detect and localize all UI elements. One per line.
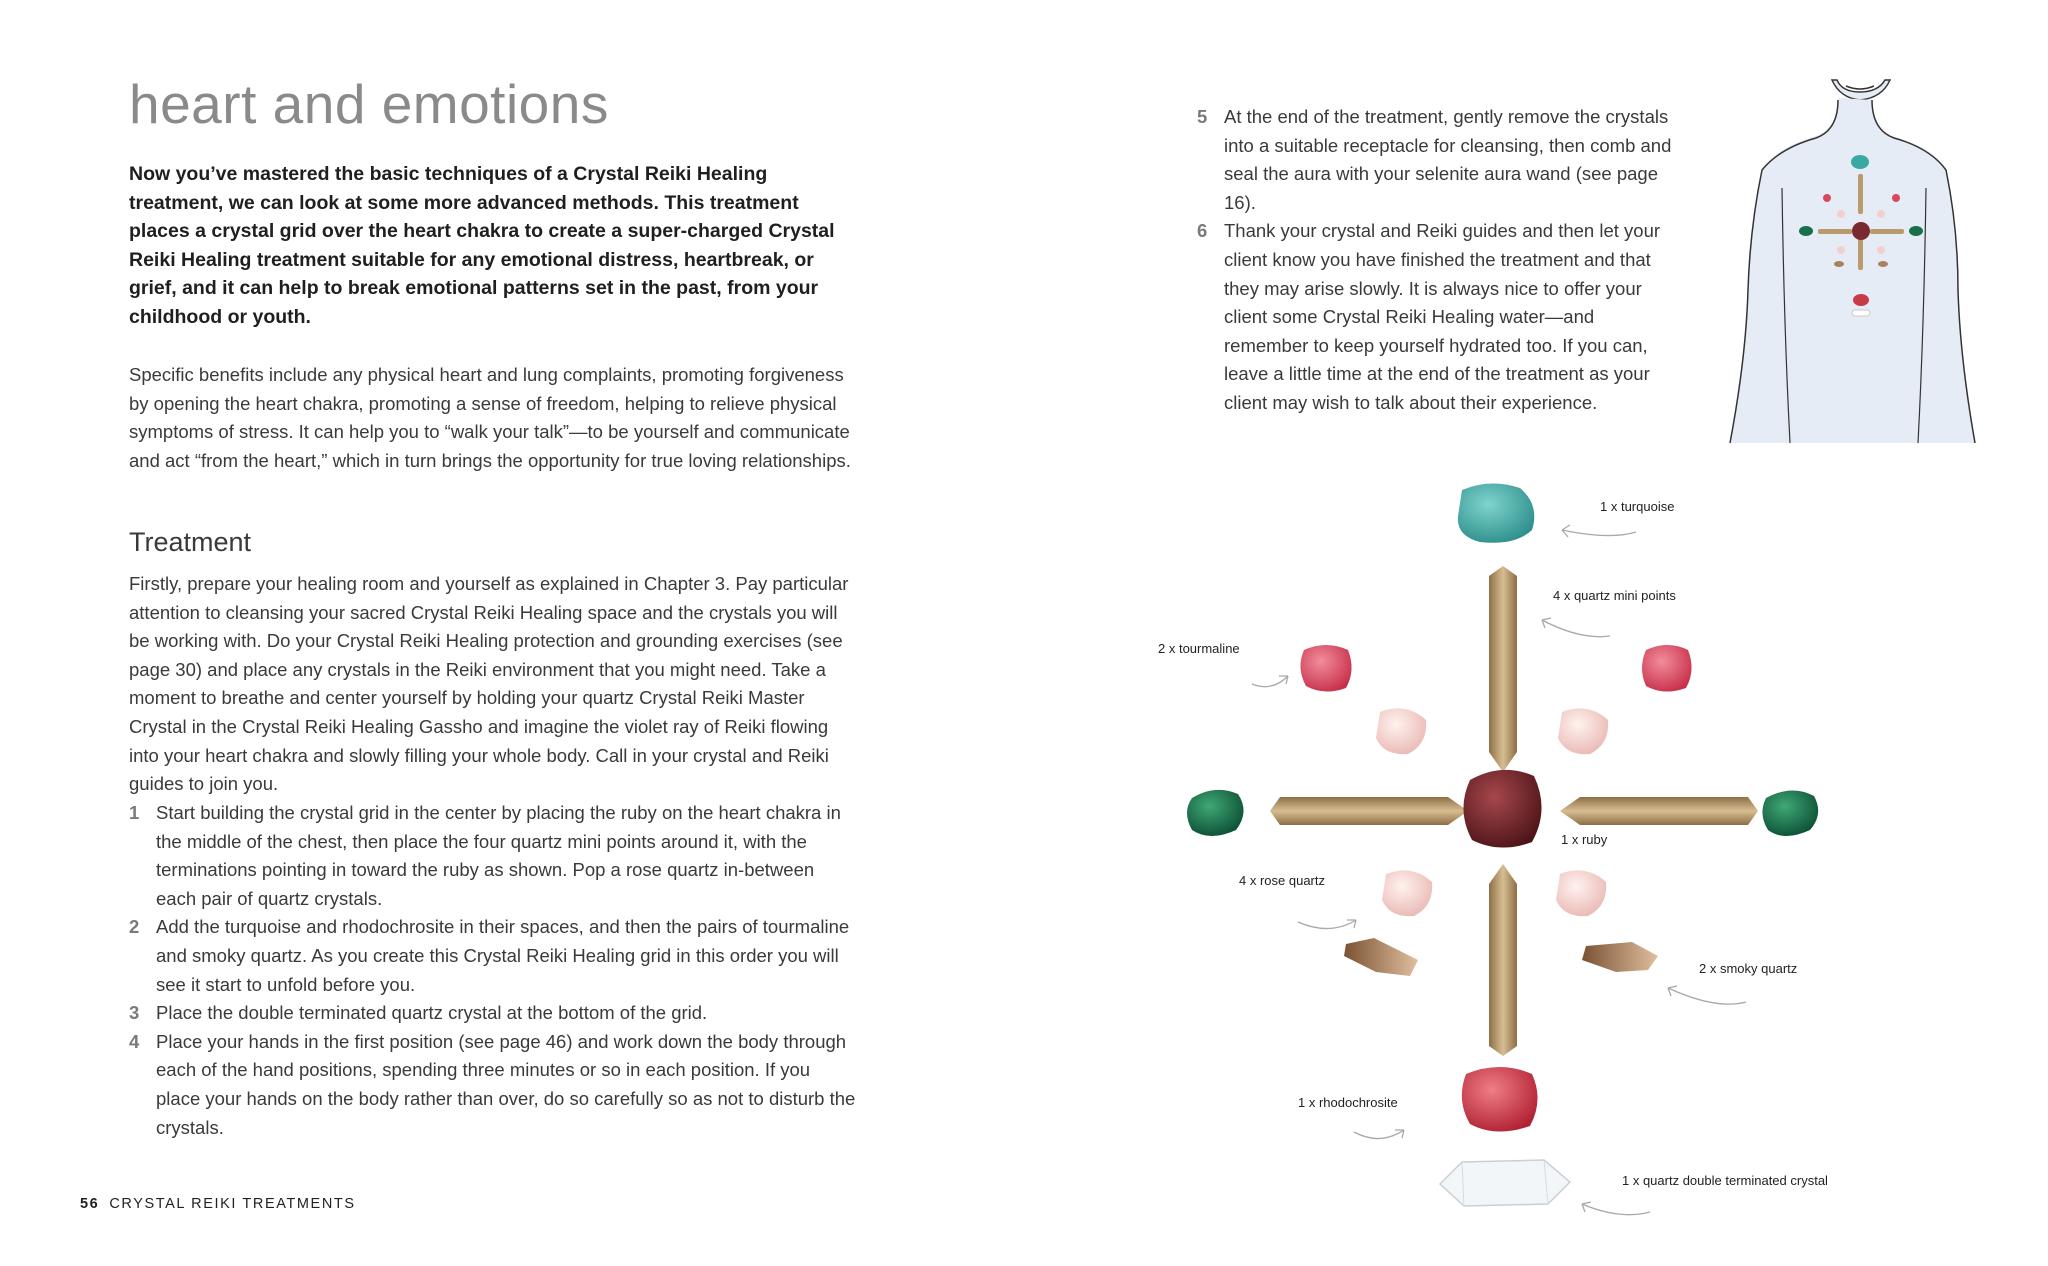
label-rhodochrosite: 1 x rhodochrosite [1298,1095,1398,1110]
page-number: 56 [80,1196,100,1212]
quartz-point-left [1270,797,1468,825]
mini-clear-quartz [1852,310,1870,316]
mini-turquoise [1851,155,1869,169]
mini-rhodochrosite [1853,294,1869,306]
mini-smoky-quartz [1834,261,1844,267]
mini-rose-quartz [1837,246,1845,254]
treatment-heading: Treatment [129,527,252,557]
label-double-terminated-quartz: 1 x quartz double terminated crystal [1622,1173,1828,1188]
step-text: Thank your crystal and Reiki guides and then let your client know you have finished the treatment and that they may arise slowly. It is always nice to offer your client some Crystal Reiki Healing water—and remember to keep yourself hydrated too. If you can, leave a little time at the end of the treatment as your client may wish to talk about their experience. [1224,220,1661,413]
mini-tourmaline [1823,194,1831,202]
label-turquoise: 1 x turquoise [1600,499,1675,514]
step-number: 3 [129,1002,140,1024]
step-number: 1 [129,802,140,823]
smoky-quartz-left [1344,938,1418,976]
label-smoky-quartz: 2 x smoky quartz [1699,961,1798,976]
tourmaline-left [1300,645,1351,692]
label-quartz-mini-points: 4 x quartz mini points [1553,588,1676,603]
rose-quartz [1558,708,1608,754]
step-text: Place the double terminated quartz crystal at the bottom of the grid. [156,1002,708,1024]
crystal-grid-illustration [1180,480,1880,1230]
body-illustration [1720,78,2000,448]
mini-malachite-left [1799,226,1813,236]
step-item [1197,217,1679,417]
step-item [129,999,859,1028]
benefits-paragraph: Specific benefits include any physical heart and lung complaints, promoting forgiveness by opening the heart chakra, promoting a sense of freedom, helping to relieve physical symptoms of stress. It can help you to “walk your talk”—to be yourself and communicate and act “from the heart,” which in turn brings the opportunity for true loving relationships. [129,364,851,472]
turquoise-crystal [1458,483,1534,542]
rose-quartz [1382,870,1432,916]
step-number: 6 [1197,220,1208,242]
section-name: CRYSTAL REIKI TREATMENTS [109,1196,356,1212]
double-terminated-quartz [1440,1160,1570,1206]
quartz-point-bottom [1489,864,1517,1056]
page-footer [80,1196,356,1212]
rose-quartz [1556,870,1606,916]
label-ruby: 1 x ruby [1561,832,1608,847]
rose-quartz [1376,708,1426,754]
intro-paragraph: Now you’ve mastered the basic techniques of a Crystal Reiki Healing treatment, we can look at some more advanced methods. This treatment places a crystal grid over the heart chakra to create a super-charged Crystal Reiki Healing treatment suitable for any emotional distress, heartbreak, or grief, and it can help to break emotional patterns set in the past, from your childhood or youth. [129,163,835,328]
mini-smoky-quartz [1878,261,1888,267]
page-title: heart and emotions [129,73,609,135]
step-item [129,913,859,999]
mini-rose-quartz [1877,246,1885,254]
steps-list-left [129,799,859,1142]
step-text: Start building the crystal grid in the center by placing the ruby on the heart chakra in the middle of the chest, then place the four quartz mini points around it, with the terminations pointing in toward the ruby as shown. Pop a rose quartz in-between each pair of quartz crystals. [156,802,841,909]
mini-malachite-right [1909,226,1923,236]
mini-tourmaline [1892,194,1900,202]
label-tourmaline: 2 x tourmaline [1158,641,1240,656]
step-number: 2 [129,916,140,938]
step-number: 5 [1197,106,1208,127]
quartz-point-top [1489,566,1517,772]
malachite-left [1187,790,1244,836]
step-item [129,1028,859,1142]
label-rose-quartz: 4 x rose quartz [1239,873,1325,888]
quartz-point-right [1560,797,1758,825]
step-text: Add the turquoise and rhodochrosite in their spaces, and then the pairs of tourmaline and smoky quartz. As you create this Crystal Reiki Healing grid in this order you will see it start to unfold before you. [156,916,850,995]
step-text: Place your hands in the first position (see page 46) and work down the body through each of the hand positions, spending three minutes or so in each position. If you place your hands on the body rather than over, do so carefully so as not to disturb the crystals. [156,1030,856,1138]
mini-quartz-left [1818,229,1852,234]
treatment-intro-paragraph: Firstly, prepare your healing room and yourself as explained in Chapter 3. Pay particular attention to cleansing your sacred Crystal Reiki Healing space and the crystals you will be working with. Do your Crystal Reiki Healing protection and grounding exercises (see page 30) and place any crystals in the Reiki environment that you might need. Take a moment to breathe and center yourself by holding your quartz Crystal Reiki Master Crystal in the Crystal Reiki Healing Gassho and imagine the violet ray of Reiki flowing into your heart chakra and slowly filling your whole body. Call in your crystal and Reiki guides to join you. [129,573,849,795]
smoky-quartz-right [1582,942,1658,972]
step-item [129,799,859,913]
mini-rose-quartz [1837,210,1845,218]
step-number: 4 [129,1030,140,1052]
mini-rose-quartz [1877,210,1885,218]
mini-ruby [1852,222,1870,240]
step-text: At the end of the treatment, gently remove the crystals into a suitable receptacle for cleansing, then comb and seal the aura with your selenite aura wand (see page 16). [1224,106,1672,213]
tourmaline-right [1642,645,1692,692]
rhodochrosite-crystal [1462,1067,1538,1132]
steps-list-right [1197,103,1679,418]
step-item [1197,103,1679,217]
malachite-right [1762,790,1818,836]
mini-quartz-right [1870,229,1904,234]
mini-quartz-top [1858,174,1863,214]
ruby-crystal [1463,770,1541,848]
